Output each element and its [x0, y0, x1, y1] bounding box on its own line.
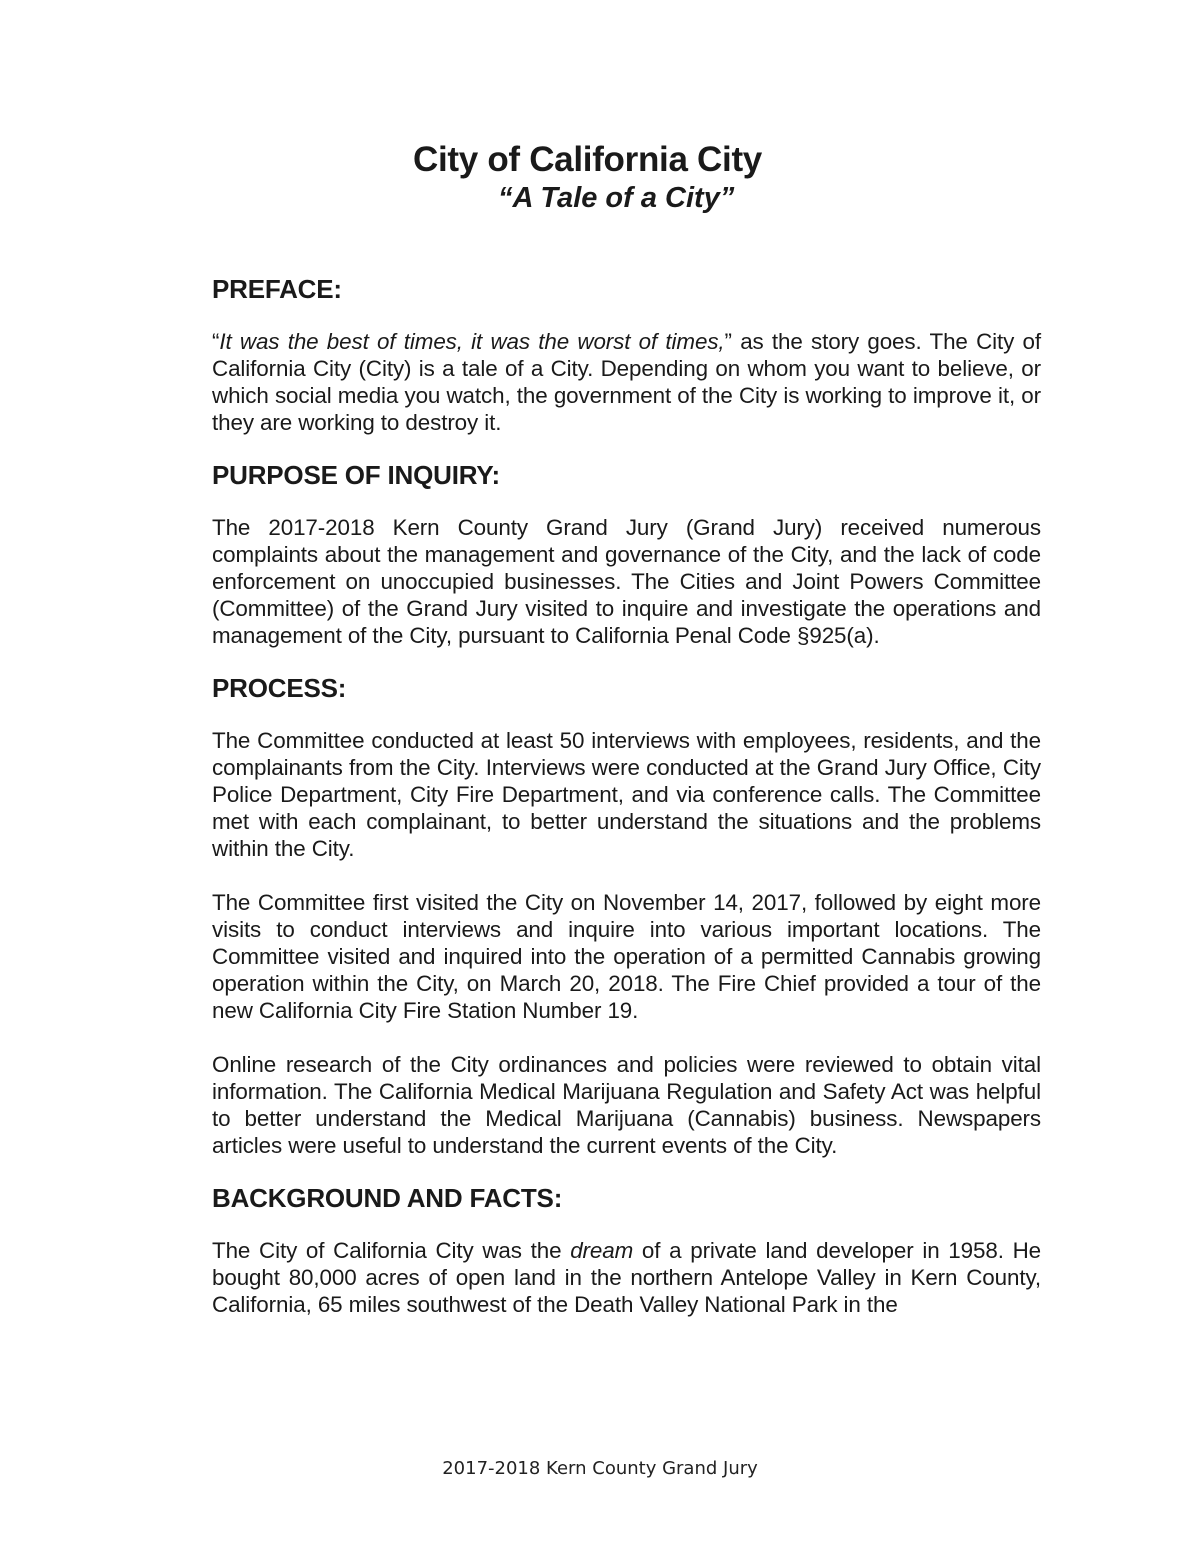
purpose-paragraph: The 2017-2018 Kern County Grand Jury (Grand Jury) received numerous complaints about the management and governance of the City, and the lack of code enforcement on unoccupied businesses. The Cities and Joint Powers Committee (Committee) of the Grand Jury visited to inquire and investigate the operations and management of the City, pursuant to California Penal Code §925(a).	[212, 515, 1041, 648]
process-heading: PROCESS:	[212, 673, 347, 703]
background-paragraph	[212, 1237, 1041, 1318]
document-title: City of California City	[413, 140, 762, 179]
process-paragraph-2: The Committee first visited the City on November 14, 2017, followed by eight more visits to conduct interviews and inquire into various important locations. The Committee visited and inquired into the operation of a permitted Cannabis growing operation within the City, on March 20, 2018. The Fire Chief provided a tour of the new California City Fire Station Number 19.	[212, 890, 1041, 1023]
document-body	[212, 273, 1041, 1318]
document-subtitle: “A Tale of a City”	[498, 182, 735, 214]
background-heading: BACKGROUND AND FACTS:	[212, 1183, 563, 1213]
preface-heading: PREFACE:	[212, 274, 342, 304]
preface-quote-rest: ” as the story goes. The City of California City (City) is a tale of a City. Depending on whom you want to believe, or which social media you watch, the government of the City is working to improve it, or they are working to destroy it.	[212, 329, 1041, 435]
purpose-heading: PURPOSE OF INQUIRY:	[212, 460, 501, 490]
background-text-italic: dream	[570, 1238, 634, 1263]
preface-quote-open: “	[212, 329, 220, 354]
preface-quote-italic: It was the best of times, it was the worst of times,	[219, 329, 725, 354]
process-paragraph-1: The Committee conducted at least 50 interviews with employees, residents, and the complainants from the City. Interviews were conducted at the Grand Jury Office, City Police Department, City Fire Department, and via conference calls. The Committee met with each complainant, to better understand the situations and the problems within the City.	[212, 728, 1041, 861]
background-text-after: of a private land developer in 1958. He bought 80,000 acres of open land in the northern Antelope Valley in Kern County, California, 65 miles southwest of the Death Valley National Park in the	[212, 1238, 1041, 1317]
preface-paragraph	[212, 328, 1041, 436]
process-paragraph-3: Online research of the City ordinances and policies were reviewed to obtain vital information. The California Medical Marijuana Regulation and Safety Act was helpful to better understand the Medical Marijuana (Cannabis) business. Newspapers articles were useful to understand the current events of the City.	[212, 1052, 1041, 1158]
background-text-before: The City of California City was the	[212, 1238, 571, 1263]
page-footer: 2017-2018 Kern County Grand Jury	[442, 1458, 758, 1479]
